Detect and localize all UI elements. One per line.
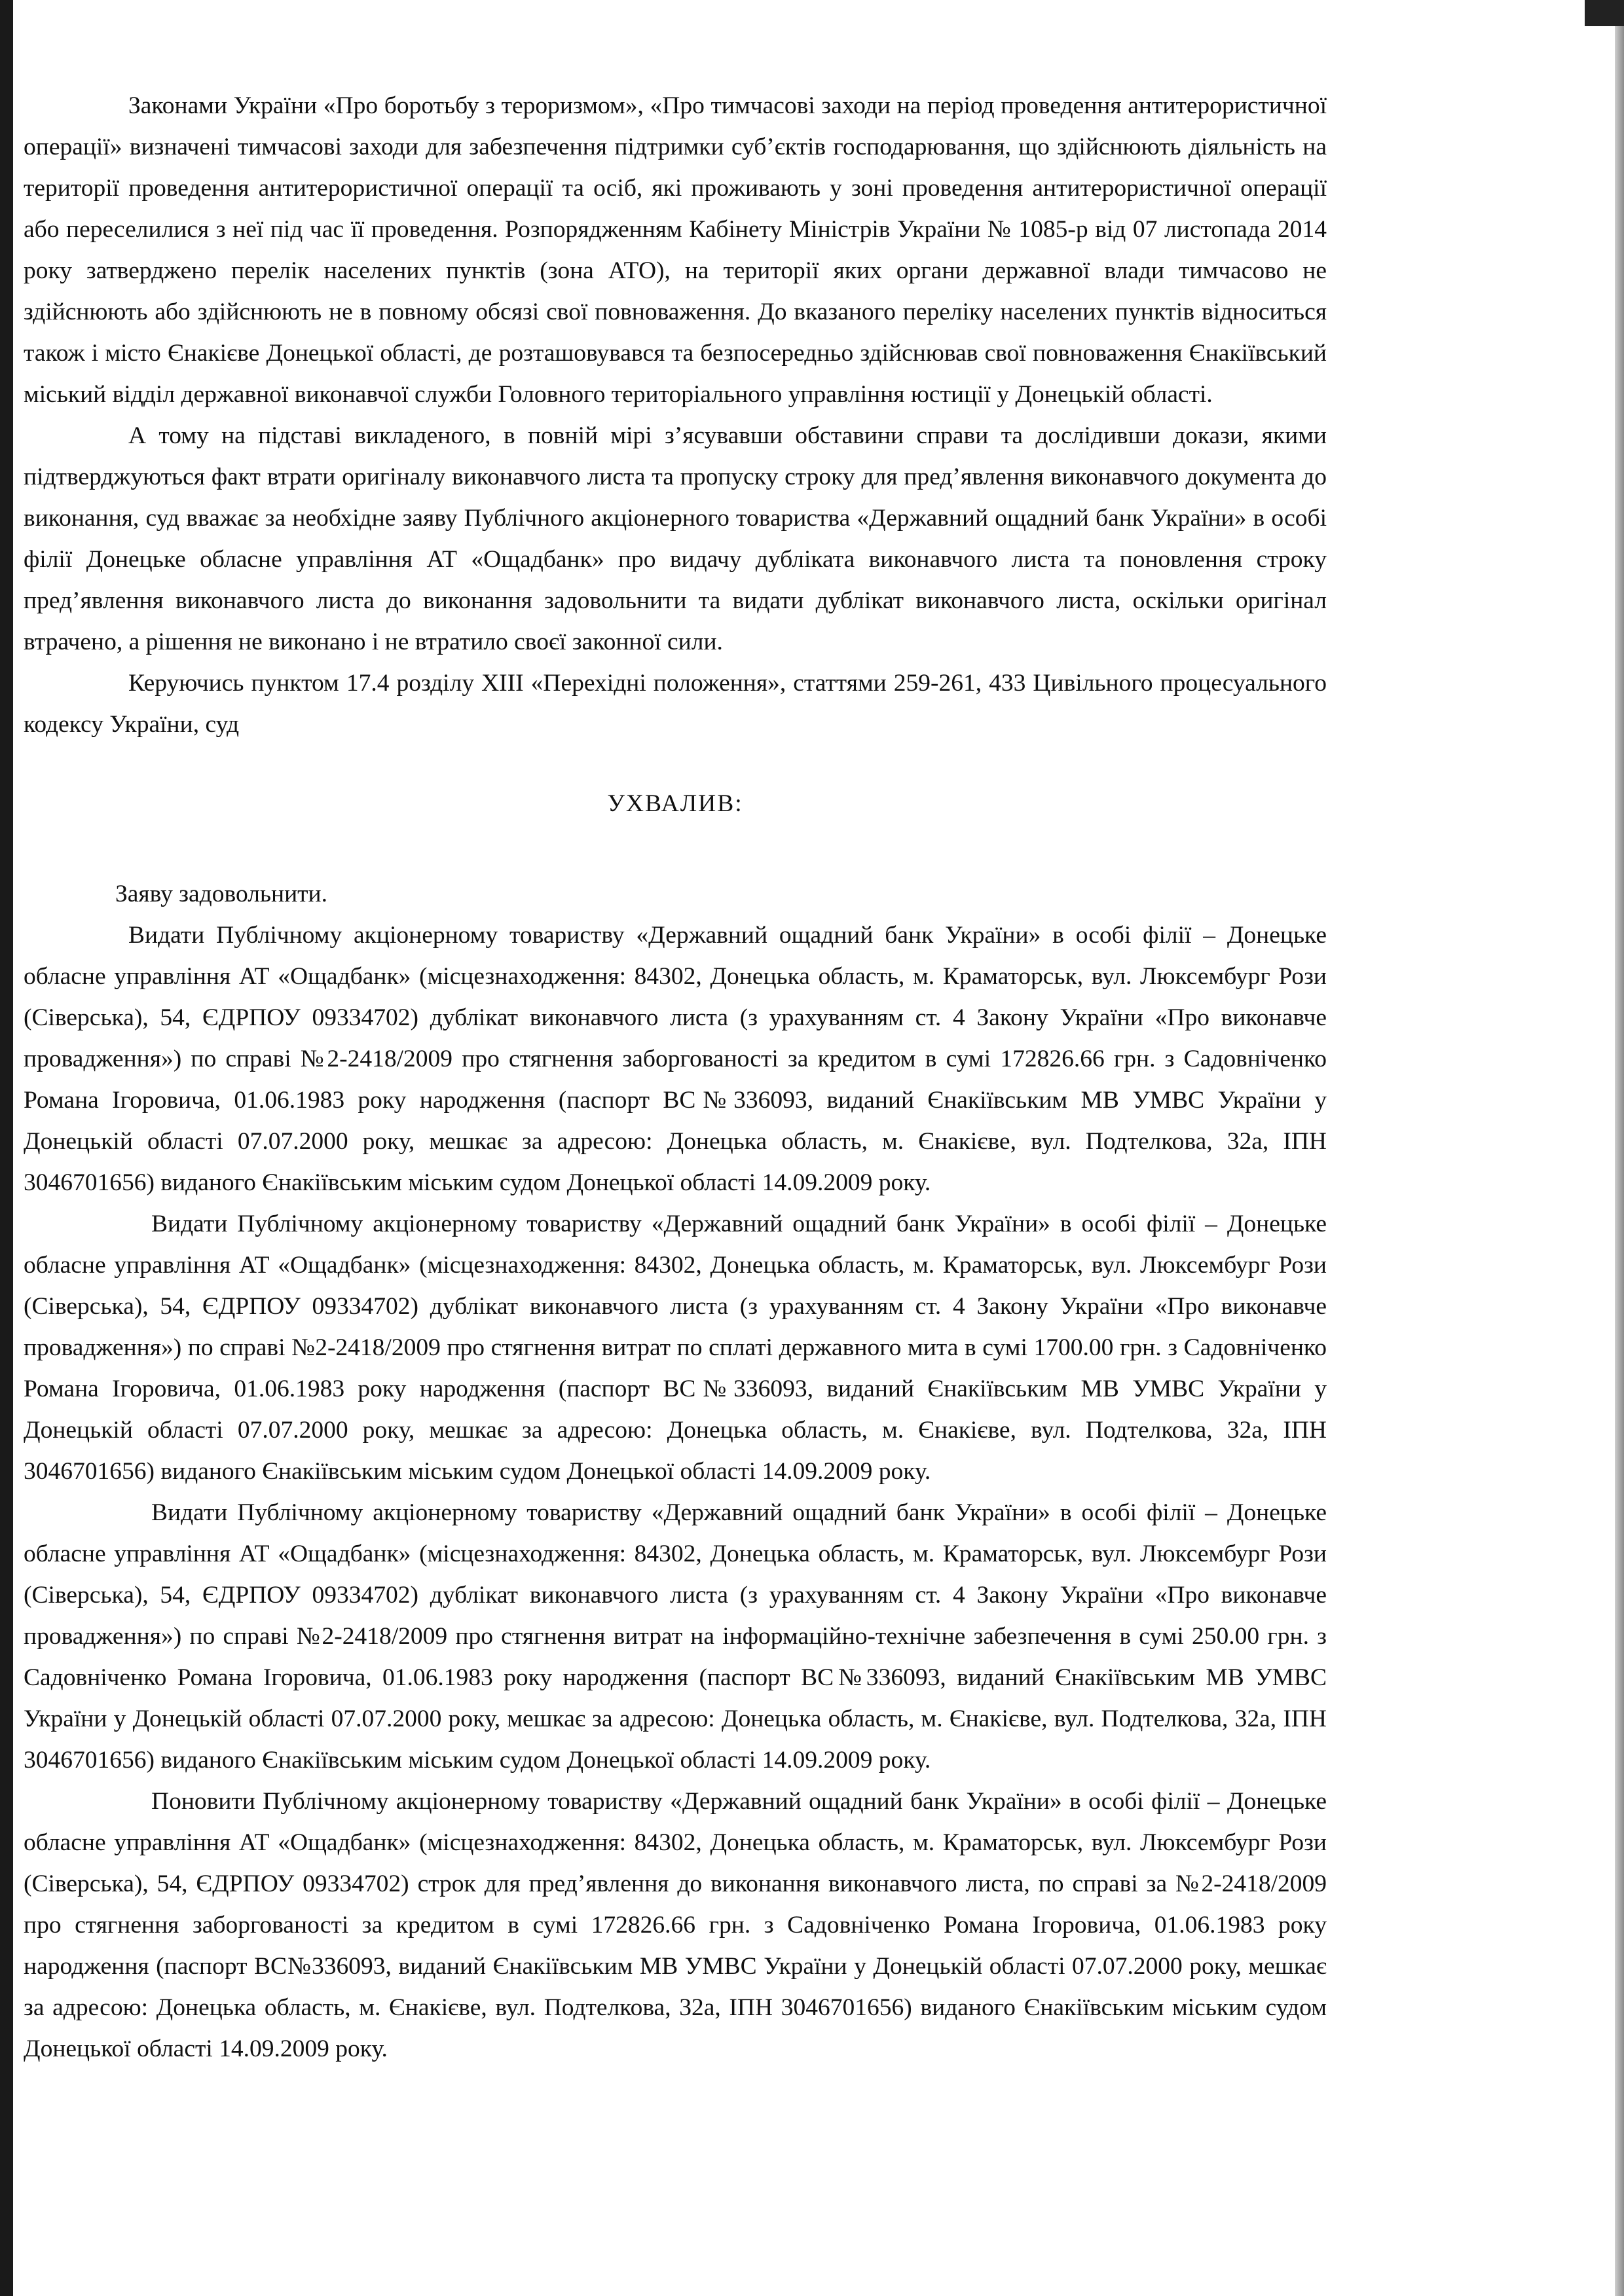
paragraph-renew-term: Поновити Публічному акціонерному товариству «Державний ощадний банк України» в особі філії – Донецьке обласне управління АТ «Ощадбанк» (місцезнаходження: 84302, Донецька область, м. Краматорськ, вул. Люксембург Рози (Сіверська), 54, ЄДРПОУ 09334702) строк для пред’явлення до виконання виконавчого листа, по справі за №2-2418/2009 про стягнення заборгованості за кредитом в сумі 172826.66 грн. з Садовніченко Романа Ігоровича, 01.06.1983 року народження (паспорт ВС№336093, виданий Єнакіївським МВ УМВС України у Донецькій області 07.07.2000 року, мешкає за адресою: Донецька область, м. Єнакієве, вул. Подтелкова, 32а, ІПН 3046701656) виданого Єнакіївським міським судом Донецької області 14.09.2009 року. xyxy=(24,1788,1327,2062)
scan-corner-mark xyxy=(1585,0,1624,26)
paragraph-duplicate-it-costs: Видати Публічному акціонерному товариству «Державний ощадний банк України» в особі філії – Донецьке обласне управління АТ «Ощадбанк» (місцезнаходження: 84302, Донецька область, м. Краматорськ, вул. Люксембург Рози (Сіверська), 54, ЄДРПОУ 09334702) дублікат виконавчого листа (з урахуванням ст. 4 Закону України «Про виконавче провадження») по справі №2-2418/2009 про стягнення витрат на інформаційно-технічне забезпечення в сумі 250.00 грн. з Садовніченко Романа Ігоровича, 01.06.1983 року народження (паспорт ВС№336093, виданий Єнакіївським МВ УМВС України у Донецькій області 07.07.2000 року, мешкає за адресою: Донецька область, м. Єнакієве, вул. Подтелкова, 32а, ІПН 3046701656) виданого Єнакіївським міським судом Донецької області 14.09.2009 року. xyxy=(24,1499,1327,1774)
ruling-heading: УХВАЛИВ: xyxy=(607,790,743,817)
scan-shadow-right xyxy=(1615,0,1624,2296)
document-body xyxy=(24,85,1327,2069)
paragraph-duplicate-state-fee: Видати Публічному акціонерному товариству «Державний ощадний банк України» в особі філії – Донецьке обласне управління АТ «Ощадбанк» (місцезнаходження: 84302, Донецька область, м. Краматорськ, вул. Люксембург Рози (Сіверська), 54, ЄДРПОУ 09334702) дублікат виконавчого листа (з урахуванням ст. 4 Закону України «Про виконавче провадження») по справі №2-2418/2009 про стягнення витрат по сплаті державного мита в сумі 1700.00 грн. з Садовніченко Романа Ігоровича, 01.06.1983 року народження (паспорт ВС№336093, виданий Єнакіївським МВ УМВС України у Донецькій області 07.07.2000 року, мешкає за адресою: Донецька область, м. Єнакієве, вул. Подтелкова, 32а, ІПН 3046701656) виданого Єнакіївським міським судом Донецької області 14.09.2009 року. xyxy=(24,1211,1327,1485)
paragraph-court-reasoning: А тому на підставі викладеного, в повній мірі з’ясувавши обставини справи та дослідивши докази, якими підтверджуються факт втрати оригіналу виконавчого листа та пропуску строку для пред’явлення виконавчого документа до виконання, суд вважає за необхідне заяву Публічного акціонерного товариства «Державний ощадний банк України» в особі філії Донецьке обласне управління АТ «Ощадбанк» про видачу дубліката виконавчого листа та поновлення строку пред’явлення виконавчого листа до виконання задовольнити та видати дублікат виконавчого листа, оскільки оригінал втрачено, а рішення не виконано і не втратило своєї законної сили. xyxy=(24,422,1327,655)
paragraph-duplicate-loan-debt: Видати Публічному акціонерному товариству «Державний ощадний банк України» в особі філії – Донецьке обласне управління АТ «Ощадбанк» (місцезнаходження: 84302, Донецька область, м. Краматорськ, вул. Люксембург Рози (Сіверська), 54, ЄДРПОУ 09334702) дублікат виконавчого листа (з урахуванням ст. 4 Закону України «Про виконавче провадження») по справі №2-2418/2009 про стягнення заборгованості за кредитом в сумі 172826.66 грн. з Садовніченко Романа Ігоровича, 01.06.1983 року народження (паспорт ВС№336093, виданий Єнакіївським МВ УМВС України у Донецькій області 07.07.2000 року, мешкає за адресою: Донецька область, м. Єнакієве, вул. Подтелкова, 32а, ІПН 3046701656) виданого Єнакіївським міським судом Донецької області 14.09.2009 року. xyxy=(24,922,1327,1196)
paragraph-legal-basis: Керуючись пунктом 17.4 розділу XIII «Перехідні положення», статтями 259-261, 433 Цивільного процесуального кодексу України, суд xyxy=(24,670,1327,738)
scan-shadow-left xyxy=(0,0,13,2296)
paragraph-grant-application: Заяву задовольнити. xyxy=(115,881,328,907)
paragraph-ato-laws: Законами України «Про боротьбу з тероризмом», «Про тимчасові заходи на період проведення антитерористичної операції» визначені тимчасові заходи для забезпечення підтримки суб’єктів господарювання, що здійснюють діяльність на території проведення антитерористичної операції та осіб, які проживають у зоні проведення антитерористичної операції або переселилися з неї під час її проведення. Розпорядженням Кабінету Міністрів України № 1085-р від 07 листопада 2014 року затверджено перелік населених пунктів (зона АТО), на території яких органи державної влади тимчасово не здійснюють або здійснюють не в повному обсязі свої повноваження. До вказаного переліку населених пунктів відноситься також і місто Єнакієве Донецької області, де розташовувався та безпосередньо здійснював свої повноваження Єнакіївський міський відділ державної виконавчої служби Головного територіального управління юстиції у Донецькій області. xyxy=(24,92,1327,408)
